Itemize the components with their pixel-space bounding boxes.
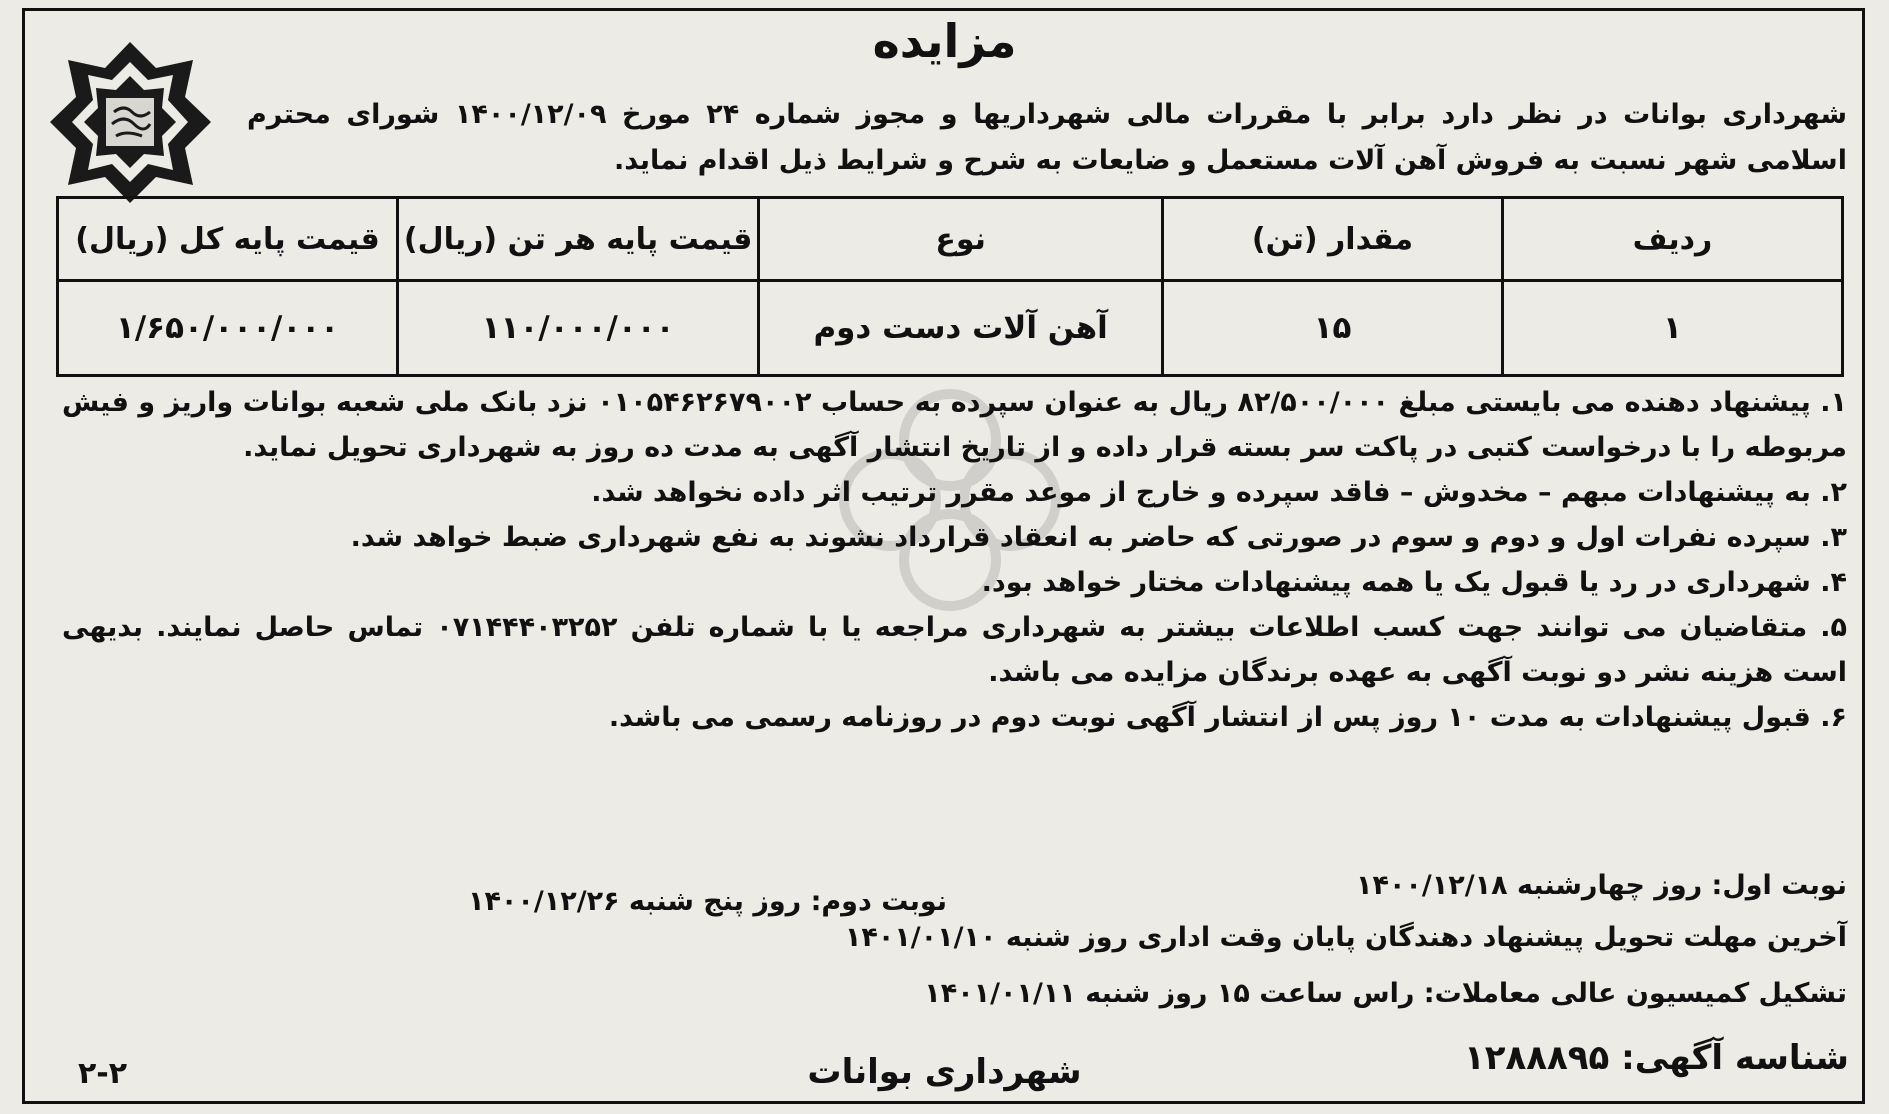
second-publication: نوبت دوم: روز پنج شنبه ۱۴۰۰/۱۲/۲۶ xyxy=(467,886,947,917)
header-unit-price: قیمت پایه هر تن (ریال) xyxy=(398,198,759,281)
header-total-price: قیمت پایه کل (ریال) xyxy=(58,198,398,281)
header-row-number: ردیف xyxy=(1503,198,1843,281)
cell-unit-price: ۱۱۰/۰۰۰/۰۰۰ xyxy=(398,281,759,376)
intro-paragraph: شهرداری بوانات در نظر دارد برابر با مقررات مالی شهرداریها و مجوز شماره ۲۴ مورخ ۱۴۰۰/۱۲/۰۹ شورای محترم اسلامی شهر نسبت به فروش آهن آلات مستعمل و ضایعات به شرح و شرایط ذیل اقدام نماید. xyxy=(247,99,1847,176)
submission-deadline: آخرین مهلت تحویل پیشنهاد دهندگان پایان وقت اداری روز شنبه ۱۴۰۱/۰۱/۱۰ xyxy=(844,922,1847,953)
ad-title: مزایده xyxy=(872,14,1017,68)
header-type: نوع xyxy=(759,198,1163,281)
items-table xyxy=(56,196,1844,377)
cell-type: آهن آلات دست دوم xyxy=(759,281,1163,376)
condition-item: ۲. به پیشنهادات مبهم – مخدوش – فاقد سپرده و خارج از موعد مقرر ترتیب اثر داده نخواهد شد. xyxy=(591,477,1847,508)
condition-item: ۳. سپرده نفرات اول و دوم و سوم در صورتی که حاضر به انعقاد قرارداد نشوند به نفع شهرداری ضبط خواهد شد. xyxy=(350,522,1847,553)
organization-name: شهرداری بوانات xyxy=(807,1052,1082,1092)
cell-row-number: ۱ xyxy=(1503,281,1843,376)
page-number: ۲-۲ xyxy=(78,1056,128,1091)
publication-dates xyxy=(62,870,1847,916)
condition-item: ۱. پیشنهاد دهنده می بایستی مبلغ ۸۲/۵۰۰/۰۰۰ ریال به عنوان سپرده به حساب ۰۱۰۵۴۶۲۶۷۹۰۰۲ نزد بانک ملی شعبه بوانات واریز و فیش مربوطه را با درخواست کتبی در پاکت سر بسته قرار داده و از تاریخ انتشار آگهی به مدت ده روز به شهرداری تحویل نماید. xyxy=(62,387,1848,463)
condition-item: ۵. متقاضیان می توانند جهت کسب اطلاعات بیشتر به شهرداری مراجعه یا با شماره تلفن ۰۷۱۴۴۴۰۳۲۵۲ تماس حاصل نمایند. بدیهی است هزینه نشر دو نوبت آگهی به عهده برندگان مزایده می باشد. xyxy=(62,612,1847,688)
header-quantity: مقدار (تن) xyxy=(1163,198,1503,281)
commission-session: تشکیل کمیسیون عالی معاملات: راس ساعت ۱۵ روز شنبه ۱۴۰۱/۰۱/۱۱ xyxy=(924,978,1847,1009)
municipality-emblem-icon xyxy=(48,40,213,205)
table-header-row xyxy=(58,198,1843,281)
condition-item: ۴. شهرداری در رد یا قبول یک یا همه پیشنهادات مختار خواهد بود. xyxy=(981,567,1847,598)
first-publication: نوبت اول: روز چهارشنبه ۱۴۰۰/۱۲/۱۸ xyxy=(1355,870,1847,901)
ad-id: شناسه آگهی: ۱۲۸۸۸۹۵ xyxy=(1464,1038,1849,1078)
condition-item: ۶. قبول پیشنهادات به مدت ۱۰ روز پس از انتشار آگهی نوبت دوم در روزنامه رسمی می باشد. xyxy=(608,702,1847,733)
cell-total-price: ۱/۶۵۰/۰۰۰/۰۰۰ xyxy=(58,281,398,376)
conditions-list xyxy=(62,380,1847,740)
table-row xyxy=(58,281,1843,376)
cell-quantity: ۱۵ xyxy=(1163,281,1503,376)
